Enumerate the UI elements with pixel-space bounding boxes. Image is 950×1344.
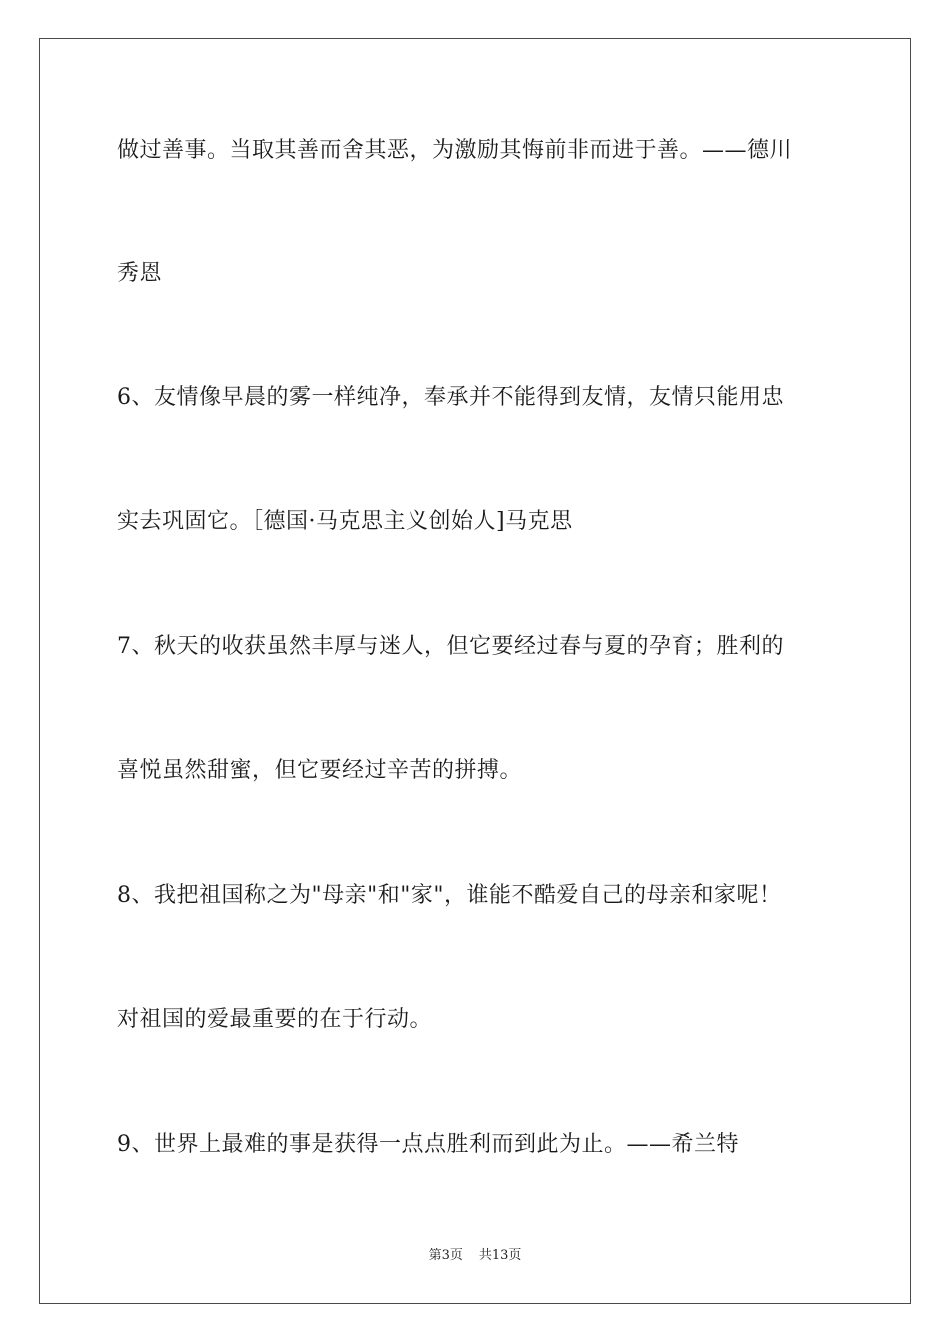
page-number-total: 共13页 — [478, 1248, 522, 1263]
page-number-current: 第3页 — [428, 1248, 463, 1263]
page-border — [39, 38, 911, 1304]
text-line-1: 做过善事。当取其善而舍其恶，为激励其悔前非而进于善。——德川 — [117, 138, 793, 163]
page-footer — [0, 1246, 950, 1266]
text-line-4: 实去巩固它。［德国·马克思主义创始人]马克思 — [117, 509, 573, 534]
text-line-7: 8、我把祖国称之为"母亲"和"家"，谁能不酷爱自己的母亲和家呢！ — [117, 883, 782, 908]
text-line-8: 对祖国的爱最重要的在于行动。 — [117, 1007, 433, 1032]
text-line-5: 7、秋天的收获虽然丰厚与迷人，但它要经过春与夏的孕育；胜利的 — [117, 634, 784, 659]
text-line-3: 6、友情像早晨的雾一样纯净，奉承并不能得到友情，友情只能用忠 — [117, 385, 784, 410]
text-line-2: 秀恩 — [117, 261, 163, 286]
text-line-9: 9、世界上最难的事是获得一点点胜利而到此为止。——希兰特 — [117, 1132, 739, 1157]
text-line-6: 喜悦虽然甜蜜，但它要经过辛苦的拼搏。 — [117, 758, 523, 783]
